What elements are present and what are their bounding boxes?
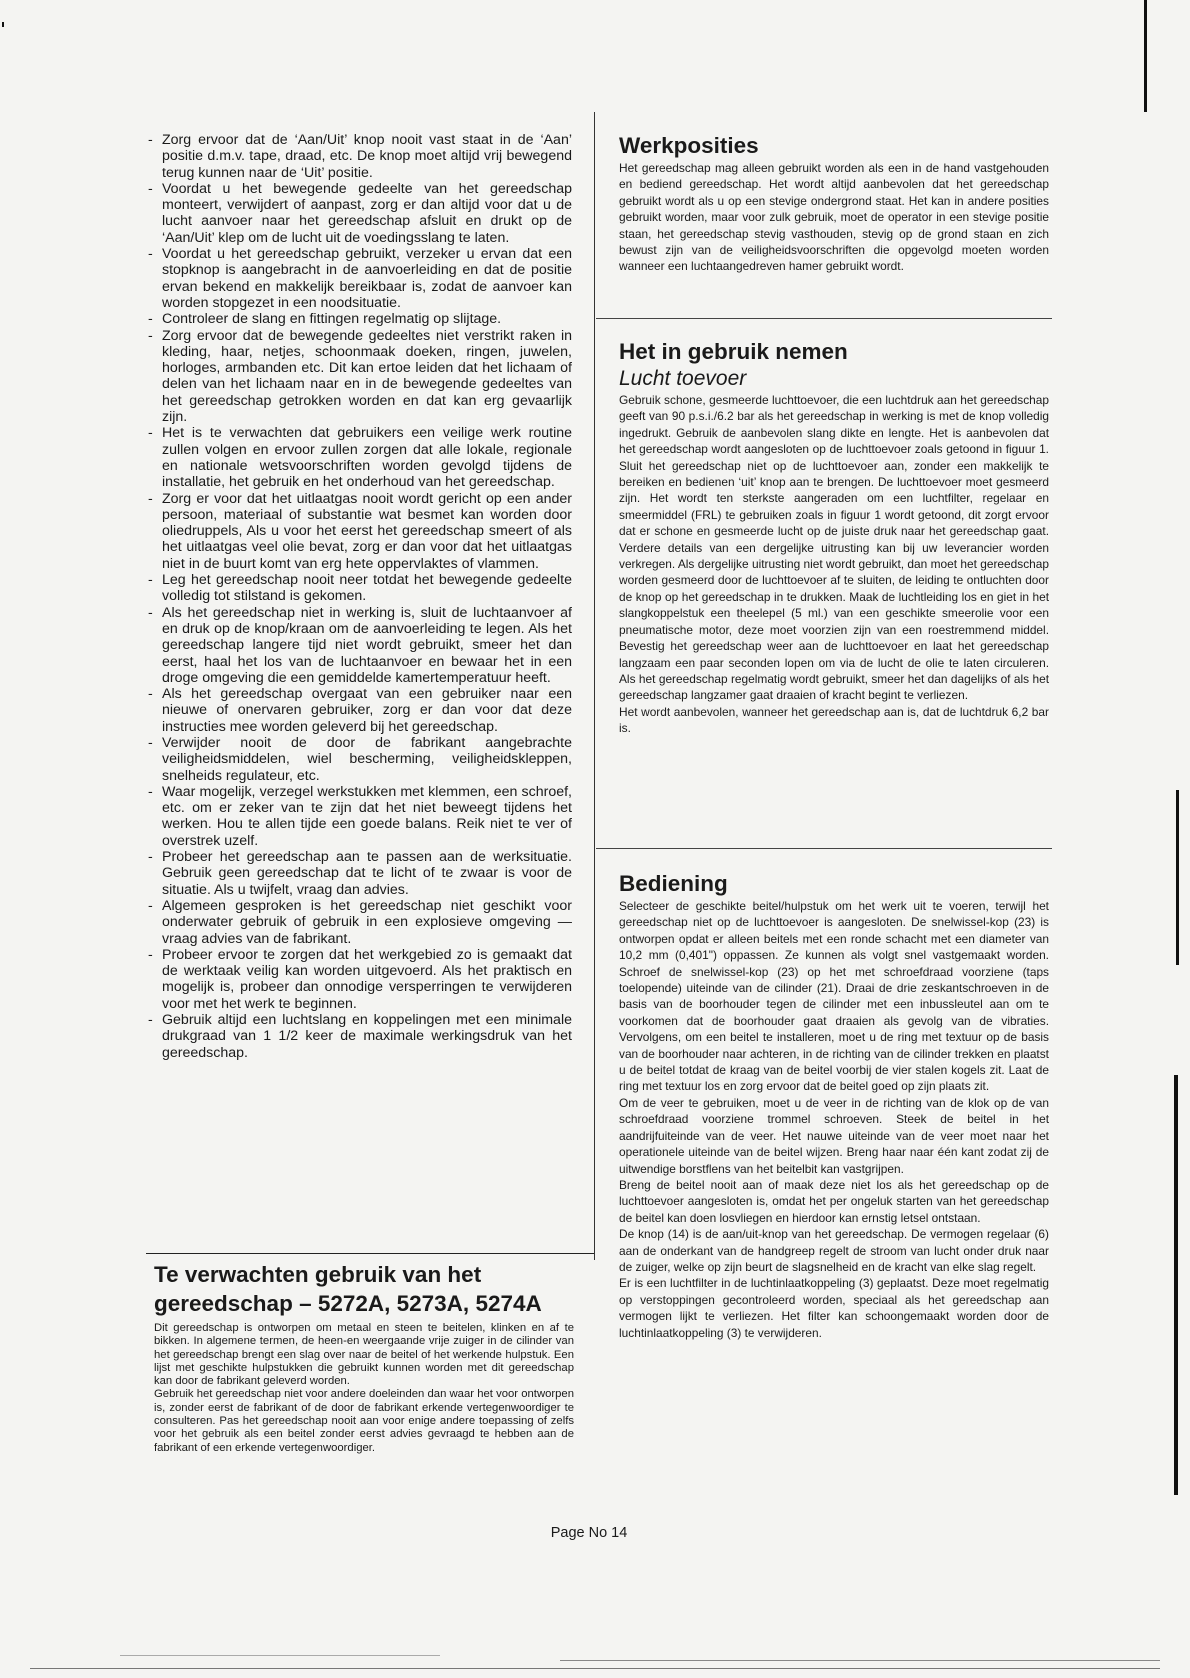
safety-bullet: - Zorg er voor dat het uitlaatgas nooit wordt gericht op een ander persoon, materiaal of substantie wat besmet kan worden door oliedruppels, Als u voor het eerst het gereedschap smeert of als het uitlaatgas veel olie bevat, zorg er dan voor dat het uitlaatgas niet in de buurt komt van erg hete oppervlaktes of vlammen. <box>146 491 572 572</box>
safety-bullet: - Probeer ervoor te zorgen dat het werkgebied zo is gemaakt dat de werktaak veilig kan worden uitgevoerd. Als het praktisch en mogelijk is, probeer dan onnodige versperringen te verwijderen voor met het werk te beginnen. <box>146 947 572 1012</box>
safety-bullet: - Zorg ervoor dat de ‘Aan/Uit’ knop nooit vast staat in de ‘Aan’ positie d.m.v. tape, draad, etc. De knop moet altijd vrij bewegend terug kunnen naar de ‘Uit’ positie. <box>146 132 572 181</box>
safety-bullet: - Voordat u het gereedschap gebruikt, verzeker u ervan dat een stopknop is aangebracht in de aanvoerleiding en dat de positie ervan bekend en makkelijk bereikbaar is, zodat de aanvoer kan worden stopgezet in een noodsituatie. <box>146 246 572 311</box>
scan-line <box>120 1655 440 1656</box>
section-heading-commissioning: Het in gebruik nemen <box>619 339 848 364</box>
scan-line <box>30 1668 1160 1669</box>
section-rule <box>146 1253 594 1254</box>
scan-edge-top-right <box>1144 0 1147 112</box>
safety-bullet: - Als het gereedschap overgaat van een gebruiker naar een nieuwe of onervaren gebruiker, zorg er dan voor dat deze instructies mee worden geleverd bij het gereedschap. <box>146 686 572 735</box>
paragraph: De knop (14) is de aan/uit-knop van het gereedschap. De vermogen regelaar (6) aan de onderkant van de handgreep regelt de stroom van lucht onder druk naar de zuiger, welke op zijn beurt de slagsnelheid en de kracht van elke slag regelt. <box>619 1227 1049 1274</box>
safety-bullet: - Verwijder nooit de door de fabrikant aangebrachte veiligheidsmiddelen, wiel bescherming, veiligheidskleppen, snelheids regulateur, etc. <box>146 735 572 784</box>
paragraph: Gebruik het gereedschap niet voor andere doeleinden dan waar het voor ontworpen is, zonder eerst de fabrikant of de door de fabrikant erkende vertegenwoordiger te consulteren. Pas het gereedschap nooit aan voor enige andere toepassing of zelfs voor het gebruik als een beitel zonder eerst advies gevraagd te hebben aan de fabrikant of een erkende vertegenwoordiger. <box>154 1388 574 1454</box>
safety-bullet: - Probeer het gereedschap aan te passen aan de werksituatie. Gebruik geen gereedschap dat te licht of te zwaar is voor de situatie. Als u twijfelt, vraag dan advies. <box>146 849 572 898</box>
safety-bullet: - Zorg ervoor dat de bewegende gedeeltes niet verstrikt raken in kleding, haar, netjes, schoonmaak doeken, ringen, juwelen, horloges, armbanden etc. Dit kan ertoe leiden dat het lichaam of delen van het lichaam naar en in de bewegende gedeeltes van het gereedschap getrokken worden en dat kan erg gevaarlijk zijn. <box>146 328 572 426</box>
commissioning-section <box>619 338 1049 737</box>
paragraph: Selecteer de geschikte beitel/hulpstuk om het werk uit te voeren, terwijl het gereedschap niet op de luchttoevoer is aangesloten. De snelwissel-kop (23) is ontworpen opdat er alleen beitels met een ronde schacht met een diameter van 10,2 mm (0,401") oppassen. Ze kunnen als volgt snel vastgemaakt worden. Schroef de snelwissel-kop (23) op het met schroefdraad voorziene (taps toelopende) uiteinde van de cilinder (21). Draai de drie zeskantschroeven in de basis van de boorhouder tegen de cilinder met een inbussleutel aan om te voorkomen dat de boorhouder gaat draaien als gevolg van de vibraties. Vervolgens, om een beitel te installeren, moet u de ring met textuur op de basis van de boorhouder naar achteren, in de richting van de cilinder trekken en plaatst u de beitel totdat de kraag van de beitel voorbij de vier stalen kogels zit. Laat de ring met textuur los en zorg ervoor dat de beitel goed op zijn plaats zit. <box>619 899 1049 1094</box>
paragraph: Om de veer te gebruiken, moet u de veer in de richting van de klok op de van schroefdraad voorziene trommel schroeven. Steek de beitel in het aandrijfuiteinde van de veer. Het nauwe uiteinde van de veer moet naar het operationele uiteinde van de beitel wijzen. Breng haar naar één kant zodat zij de uitwendige borstflens van het beitelbit kan vastgrijpen. <box>619 1095 1049 1176</box>
paragraph: Het wordt aanbevolen, wanneer het gereedschap aan is, dat de luchtdruk 6,2 bar is. <box>619 704 1049 736</box>
page-number: Page No 14 <box>550 1525 628 1541</box>
page-footer <box>0 1525 1190 1541</box>
scan-line <box>560 1660 1160 1661</box>
paragraph: Gebruik schone, gesmeerde luchttoevoer, die een luchtdruk aan het gereedschap geeft van 90 p.s.i./6.2 bar als het gereedschap in werking is met de knop volledig ingedrukt. Gebruik de aanbevolen slang dikte en lengte. Het is aanbevolen dat het gereedschap wordt aangesloten op de luchttoevoer zoals getoond in figuur 1. Sluit het gereedschap niet op de luchttoevoer aan, zonder een makkelijk te bereiken en bedienen ‘uit’ knop aan te brengen. De luchttoevoer moet gesmeerd zijn. Het wordt ten sterkste aangeraden om een luchtfilter, regelaar en smeermiddel (FRL) te gebruiken zoals in figuur 1 wordt getoond, dit zorgt ervoor dat er schone en gesmeerde lucht op de juiste druk naar het gereedschap gaat. Verdere details van een dergelijke uitrusting kan bij uw leverancier worden verkregen. Als dergelijke uitrusting niet wordt gebruikt, dan moet het gereedschap worden gesmeerd door de luchttoevoer af te sluiten, de leiding te ontluchten door de knop op het gereedschap in te drukken. Maak de luchtleiding los en giet in het slangkoppelstuk een theelepel (5 ml.) van een geschikte smeerolie voor een pneumatische motor, deze moet voorzien zijn van een roestremmend middel. Bevestig het gereedschap weer aan de luchttoevoer en laat het gereedschap langzaam een paar seconden lopen om via de lucht de olie te laten circuleren. Als het gereedschap regelmatig wordt gebruikt, smeer het dan dagelijks of als het gereedschap langzamer gaat draaien of kracht begint te verliezen. <box>619 393 1049 703</box>
safety-bullet: - Voordat u het bewegende gedeelte van het gereedschap monteert, verwijdert of aanpast, zorg er dan altijd voor dat u de lucht aanvoer naar het gereedschap afsluit en drukt op de ‘Aan/Uit’ klep om de lucht uit de voedingsslang te laten. <box>146 181 572 246</box>
scan-edge-low-right <box>1174 1075 1178 1495</box>
subheading-air-supply: Lucht toevoer <box>619 367 747 390</box>
safety-bullet: - Gebruik altijd een luchtslang en koppelingen met een minimale drukgraad van 1 1/2 keer de maximale werkingsdruk van het gereedschap. <box>146 1012 572 1061</box>
intended-use-section <box>154 1260 574 1455</box>
safety-bullet-list <box>146 132 572 1061</box>
safety-bullet: - Leg het gereedschap nooit neer totdat het bewegende gedeelte volledig tot stilstand is gekomen. <box>146 572 572 605</box>
section-heading-work-positions: Werkposities <box>619 133 759 158</box>
paragraph: Dit gereedschap is ontworpen om metaal en steen te beitelen, klinken en af te bikken. In algemene termen, de heen-en weergaande vrije zuiger in de cilinder van het gereedschap brengt een slag over naar de beitel of het werkende hulpstuk. Een lijst met geschikte hulpstukken die gebruikt kunnen worden met dit gereedschap kan door de fabrikant geleverd worden. <box>154 1322 574 1388</box>
section-rule <box>596 318 1052 319</box>
operation-section <box>619 870 1049 1341</box>
section-heading-operation: Bediening <box>619 871 728 896</box>
section-heading-intended-use: Te verwachten gebruik van het gereedschap – 5272A, 5273A, 5274A <box>154 1262 542 1316</box>
section-rule <box>596 848 1052 849</box>
safety-bullet: - Waar mogelijk, verzegel werkstukken met klemmen, een schroef, etc. om er zeker van te zijn dat het niet beweegt tijdens het werken. Hou te allen tijde een goede balans. Reik niet te ver of overstrek uzelf. <box>146 784 572 849</box>
safety-bullet: - Het is te verwachten dat gebruikers een veilige werk routine zullen volgen en ervoor zullen zorgen dat alle lokale, regionale en nationale wetsvoorschriften worden gevolgd tijdens de installatie, het gebruik en het onderhoud van het gereedschap. <box>146 425 572 490</box>
paragraph: Het gereedschap mag alleen gebruikt worden als een in de hand vastgehouden en bediend gereedschap. Het wordt altijd aanbevolen dat het gereedschap gebruikt wordt als u op een stevige ondergrond staat. Het kan in andere posities gebruikt worden, maar voor zulk gebruik, moet de operator in een stevige positie staan, het gereedschap stevig vasthouden, stevig op de grond staan en zich bewust zijn van de veiligheidsvoorschriften die opgevolgd moeten worden wanneer een luchtaangedreven hamer gebruikt wordt. <box>619 161 1049 274</box>
scan-edge-mid-right <box>1176 790 1179 965</box>
paragraph: Er is een luchtfilter in de luchtinlaatkoppeling (3) geplaatst. Deze moet regelmatig op verstoppingen gecontroleerd worden, speciaal als het gereedschap aan vermogen lijkt te verliezen. Het filter kan schoongemaakt worden door de luchtinlaatkoppeling (3) te verwijderen. <box>619 1276 1049 1340</box>
safety-instructions <box>146 132 572 1061</box>
safety-bullet: - Als het gereedschap niet in werking is, sluit de luchtaanvoer af en druk op de knop/kraan om de aanvoerleiding te legen. Als het gereedschap langere tijd niet wordt gebruikt, smeer het dan eerst, haal het los van de luchtaanvoer en bewaar het in een droge omgeving die een gemiddelde kamertemperatuur heeft. <box>146 605 572 686</box>
paragraph: Breng de beitel nooit aan of maak deze niet los als het gereedschap op de luchttoevoer aangesloten is, omdat het per ongeluk starten van het gereedschap de beitel kan doen losvliegen en hierdoor kan ernstig letsel ontstaan. <box>619 1177 1049 1225</box>
safety-bullet: - Controleer de slang en fittingen regelmatig op slijtage. <box>146 311 572 327</box>
column-divider <box>594 112 595 1260</box>
safety-bullet: - Algemeen gesproken is het gereedschap niet geschikt voor onderwater gebruik of gebruik in een explosieve omgeving — vraag advies van de fabrikant. <box>146 898 572 947</box>
work-positions-section <box>619 132 1049 275</box>
scan-dot-top-left <box>2 22 4 27</box>
